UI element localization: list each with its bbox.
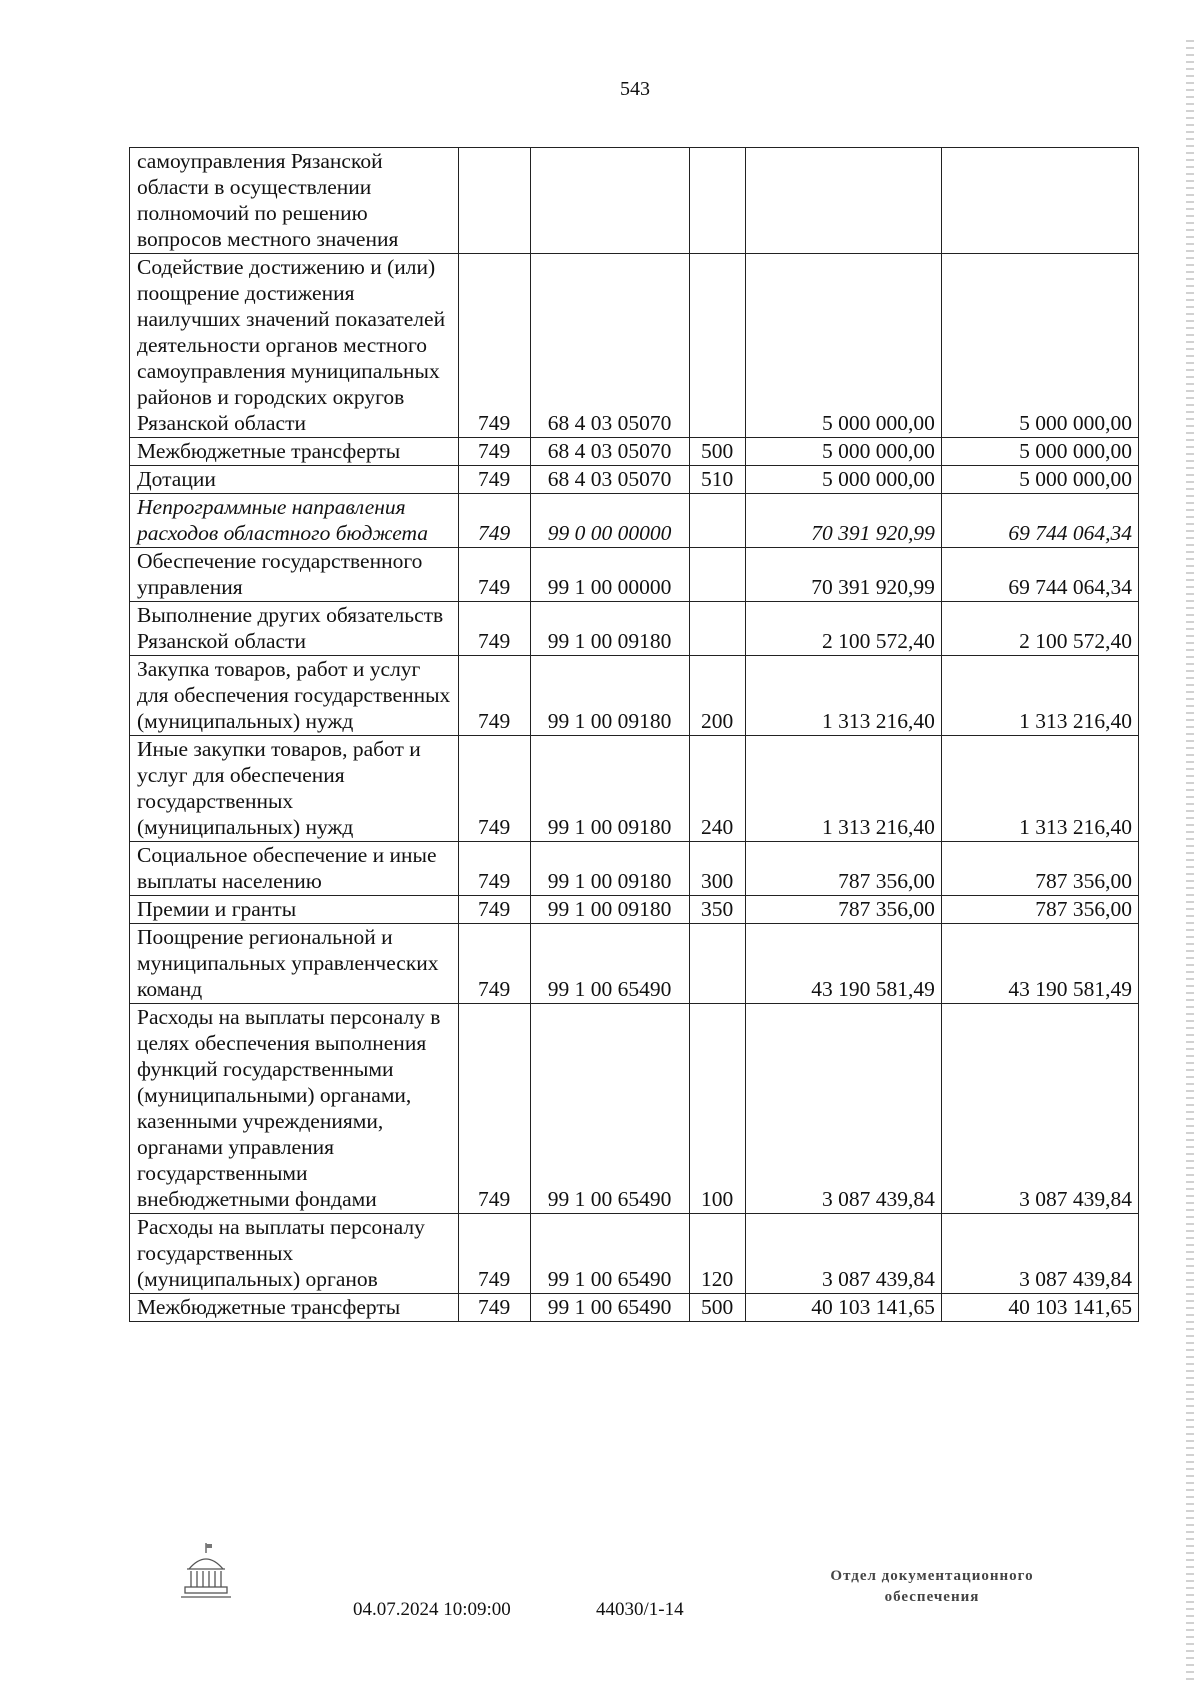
- cell-amount-year-2: 5 000 000,00: [941, 466, 1138, 494]
- cell-department-code: 749: [458, 254, 530, 438]
- cell-amount-year-2: 3 087 439,84: [941, 1004, 1138, 1214]
- cell-amount-year-1: 5 000 000,00: [745, 254, 941, 438]
- table-row: [130, 1004, 1139, 1214]
- cell-name: Закупка товаров, работ и услуг для обеспечения государственных (муниципальных) нужд: [130, 656, 459, 736]
- cell-expense-type: 300: [689, 842, 745, 896]
- cell-amount-year-2: 5 000 000,00: [941, 438, 1138, 466]
- cell-name: Социальное обеспечение и иные выплаты населению: [130, 842, 459, 896]
- cell-expense-type: [689, 548, 745, 602]
- cell-amount-year-2: 1 313 216,40: [941, 656, 1138, 736]
- cell-expense-type: 120: [689, 1214, 745, 1294]
- table-row: [130, 656, 1139, 736]
- table-row: [130, 1294, 1139, 1322]
- cell-amount-year-2: 69 744 064,34: [941, 548, 1138, 602]
- cell-amount-year-2: 3 087 439,84: [941, 1214, 1138, 1294]
- cell-amount-year-1: 3 087 439,84: [745, 1214, 941, 1294]
- budget-table-container: [129, 147, 1139, 1322]
- cell-department-code: 749: [458, 1294, 530, 1322]
- stamp-line-1: Отдел документационного: [830, 1568, 1034, 1584]
- cell-target-article: 99 1 00 65490: [530, 1004, 689, 1214]
- cell-department-code: 749: [458, 736, 530, 842]
- cell-target-article: 99 1 00 09180: [530, 896, 689, 924]
- cell-target-article: 99 1 00 00000: [530, 548, 689, 602]
- table-row: [130, 494, 1139, 548]
- footer-document-number: 44030/1-14: [596, 1599, 684, 1620]
- cell-amount-year-2: 787 356,00: [941, 896, 1138, 924]
- cell-name: Непрограммные направления расходов областного бюджета: [130, 494, 459, 548]
- cell-amount-year-2: 5 000 000,00: [941, 254, 1138, 438]
- cell-target-article: 99 1 00 65490: [530, 924, 689, 1004]
- cell-name: Поощрение региональной и муниципальных управленческих команд: [130, 924, 459, 1004]
- cell-amount-year-2: 40 103 141,65: [941, 1294, 1138, 1322]
- cell-amount-year-2: 2 100 572,40: [941, 602, 1138, 656]
- table-row: [130, 548, 1139, 602]
- table-row: [130, 438, 1139, 466]
- cell-expense-type: 500: [689, 1294, 745, 1322]
- cell-target-article: 99 1 00 09180: [530, 736, 689, 842]
- cell-department-code: 749: [458, 656, 530, 736]
- page-number: 543: [620, 78, 650, 100]
- cell-amount-year-2: 1 313 216,40: [941, 736, 1138, 842]
- cell-name: Дотации: [130, 466, 459, 494]
- cell-target-article: [530, 148, 689, 254]
- cell-expense-type: [689, 254, 745, 438]
- cell-department-code: 749: [458, 548, 530, 602]
- cell-amount-year-1: 1 313 216,40: [745, 656, 941, 736]
- table-row: [130, 602, 1139, 656]
- table-row: [130, 254, 1139, 438]
- cell-target-article: 99 1 00 09180: [530, 656, 689, 736]
- cell-department-code: [458, 148, 530, 254]
- cell-amount-year-1: 70 391 920,99: [745, 494, 941, 548]
- table-row: [130, 1214, 1139, 1294]
- cell-expense-type: [689, 924, 745, 1004]
- cell-name: Межбюджетные трансферты: [130, 1294, 459, 1322]
- cell-expense-type: 350: [689, 896, 745, 924]
- cell-department-code: 749: [458, 466, 530, 494]
- cell-name: Межбюджетные трансферты: [130, 438, 459, 466]
- cell-amount-year-1: 5 000 000,00: [745, 466, 941, 494]
- cell-expense-type: 500: [689, 438, 745, 466]
- stamp-line-2: обеспечения: [884, 1589, 980, 1605]
- cell-amount-year-1: [745, 148, 941, 254]
- cell-name: Расходы на выплаты персоналу в целях обеспечения выполнения функций государственными (муниципальными) органами, казенными учреждениями, органами управления государственными внебюджетными фондами: [130, 1004, 459, 1214]
- cell-target-article: 68 4 03 05070: [530, 466, 689, 494]
- cell-amount-year-1: 43 190 581,49: [745, 924, 941, 1004]
- cell-target-article: 99 0 00 00000: [530, 494, 689, 548]
- table-row: [130, 736, 1139, 842]
- cell-name: самоуправления Рязанской области в осуществлении полномочий по решению вопросов местного значения: [130, 148, 459, 254]
- cell-department-code: 749: [458, 602, 530, 656]
- cell-expense-type: 200: [689, 656, 745, 736]
- cell-department-code: 749: [458, 494, 530, 548]
- budget-table: [129, 147, 1139, 1322]
- cell-department-code: 749: [458, 924, 530, 1004]
- cell-target-article: 99 1 00 09180: [530, 842, 689, 896]
- cell-department-code: 749: [458, 438, 530, 466]
- table-row: [130, 842, 1139, 896]
- cell-expense-type: 510: [689, 466, 745, 494]
- cell-name: Обеспечение государственного управления: [130, 548, 459, 602]
- cell-expense-type: [689, 148, 745, 254]
- cell-expense-type: 240: [689, 736, 745, 842]
- cell-name: Премии и гранты: [130, 896, 459, 924]
- cell-amount-year-1: 40 103 141,65: [745, 1294, 941, 1322]
- table-row: [130, 148, 1139, 254]
- cell-amount-year-1: 70 391 920,99: [745, 548, 941, 602]
- department-stamp: [772, 1566, 1092, 1608]
- cell-amount-year-1: 5 000 000,00: [745, 438, 941, 466]
- scan-edge-marks: [1186, 40, 1194, 1680]
- cell-amount-year-1: 787 356,00: [745, 896, 941, 924]
- cell-amount-year-1: 1 313 216,40: [745, 736, 941, 842]
- footer-datetime: 04.07.2024 10:09:00: [353, 1599, 511, 1620]
- cell-amount-year-1: 3 087 439,84: [745, 1004, 941, 1214]
- cell-department-code: 749: [458, 842, 530, 896]
- table-row: [130, 924, 1139, 1004]
- cell-expense-type: [689, 494, 745, 548]
- cell-department-code: 749: [458, 1004, 530, 1214]
- cell-name: Иные закупки товаров, работ и услуг для обеспечения государственных (муниципальных) нужд: [130, 736, 459, 842]
- table-row: [130, 896, 1139, 924]
- cell-department-code: 749: [458, 1214, 530, 1294]
- cell-department-code: 749: [458, 896, 530, 924]
- cell-name: Расходы на выплаты персоналу государственных (муниципальных) органов: [130, 1214, 459, 1294]
- cell-expense-type: 100: [689, 1004, 745, 1214]
- cell-amount-year-1: 787 356,00: [745, 842, 941, 896]
- cell-amount-year-2: 69 744 064,34: [941, 494, 1138, 548]
- cell-amount-year-1: 2 100 572,40: [745, 602, 941, 656]
- cell-target-article: 68 4 03 05070: [530, 254, 689, 438]
- cell-target-article: 68 4 03 05070: [530, 438, 689, 466]
- cell-expense-type: [689, 602, 745, 656]
- cell-amount-year-2: 43 190 581,49: [941, 924, 1138, 1004]
- cell-amount-year-2: 787 356,00: [941, 842, 1138, 896]
- cell-target-article: 99 1 00 09180: [530, 602, 689, 656]
- cell-target-article: 99 1 00 65490: [530, 1294, 689, 1322]
- duma-building-icon: [175, 1541, 237, 1603]
- cell-amount-year-2: [941, 148, 1138, 254]
- cell-target-article: 99 1 00 65490: [530, 1214, 689, 1294]
- cell-name: Выполнение других обязательств Рязанской области: [130, 602, 459, 656]
- cell-name: Содействие достижению и (или) поощрение достижения наилучших значений показателей деятельности органов местного самоуправления муниципальных районов и городских округов Рязанской области: [130, 254, 459, 438]
- table-row: [130, 466, 1139, 494]
